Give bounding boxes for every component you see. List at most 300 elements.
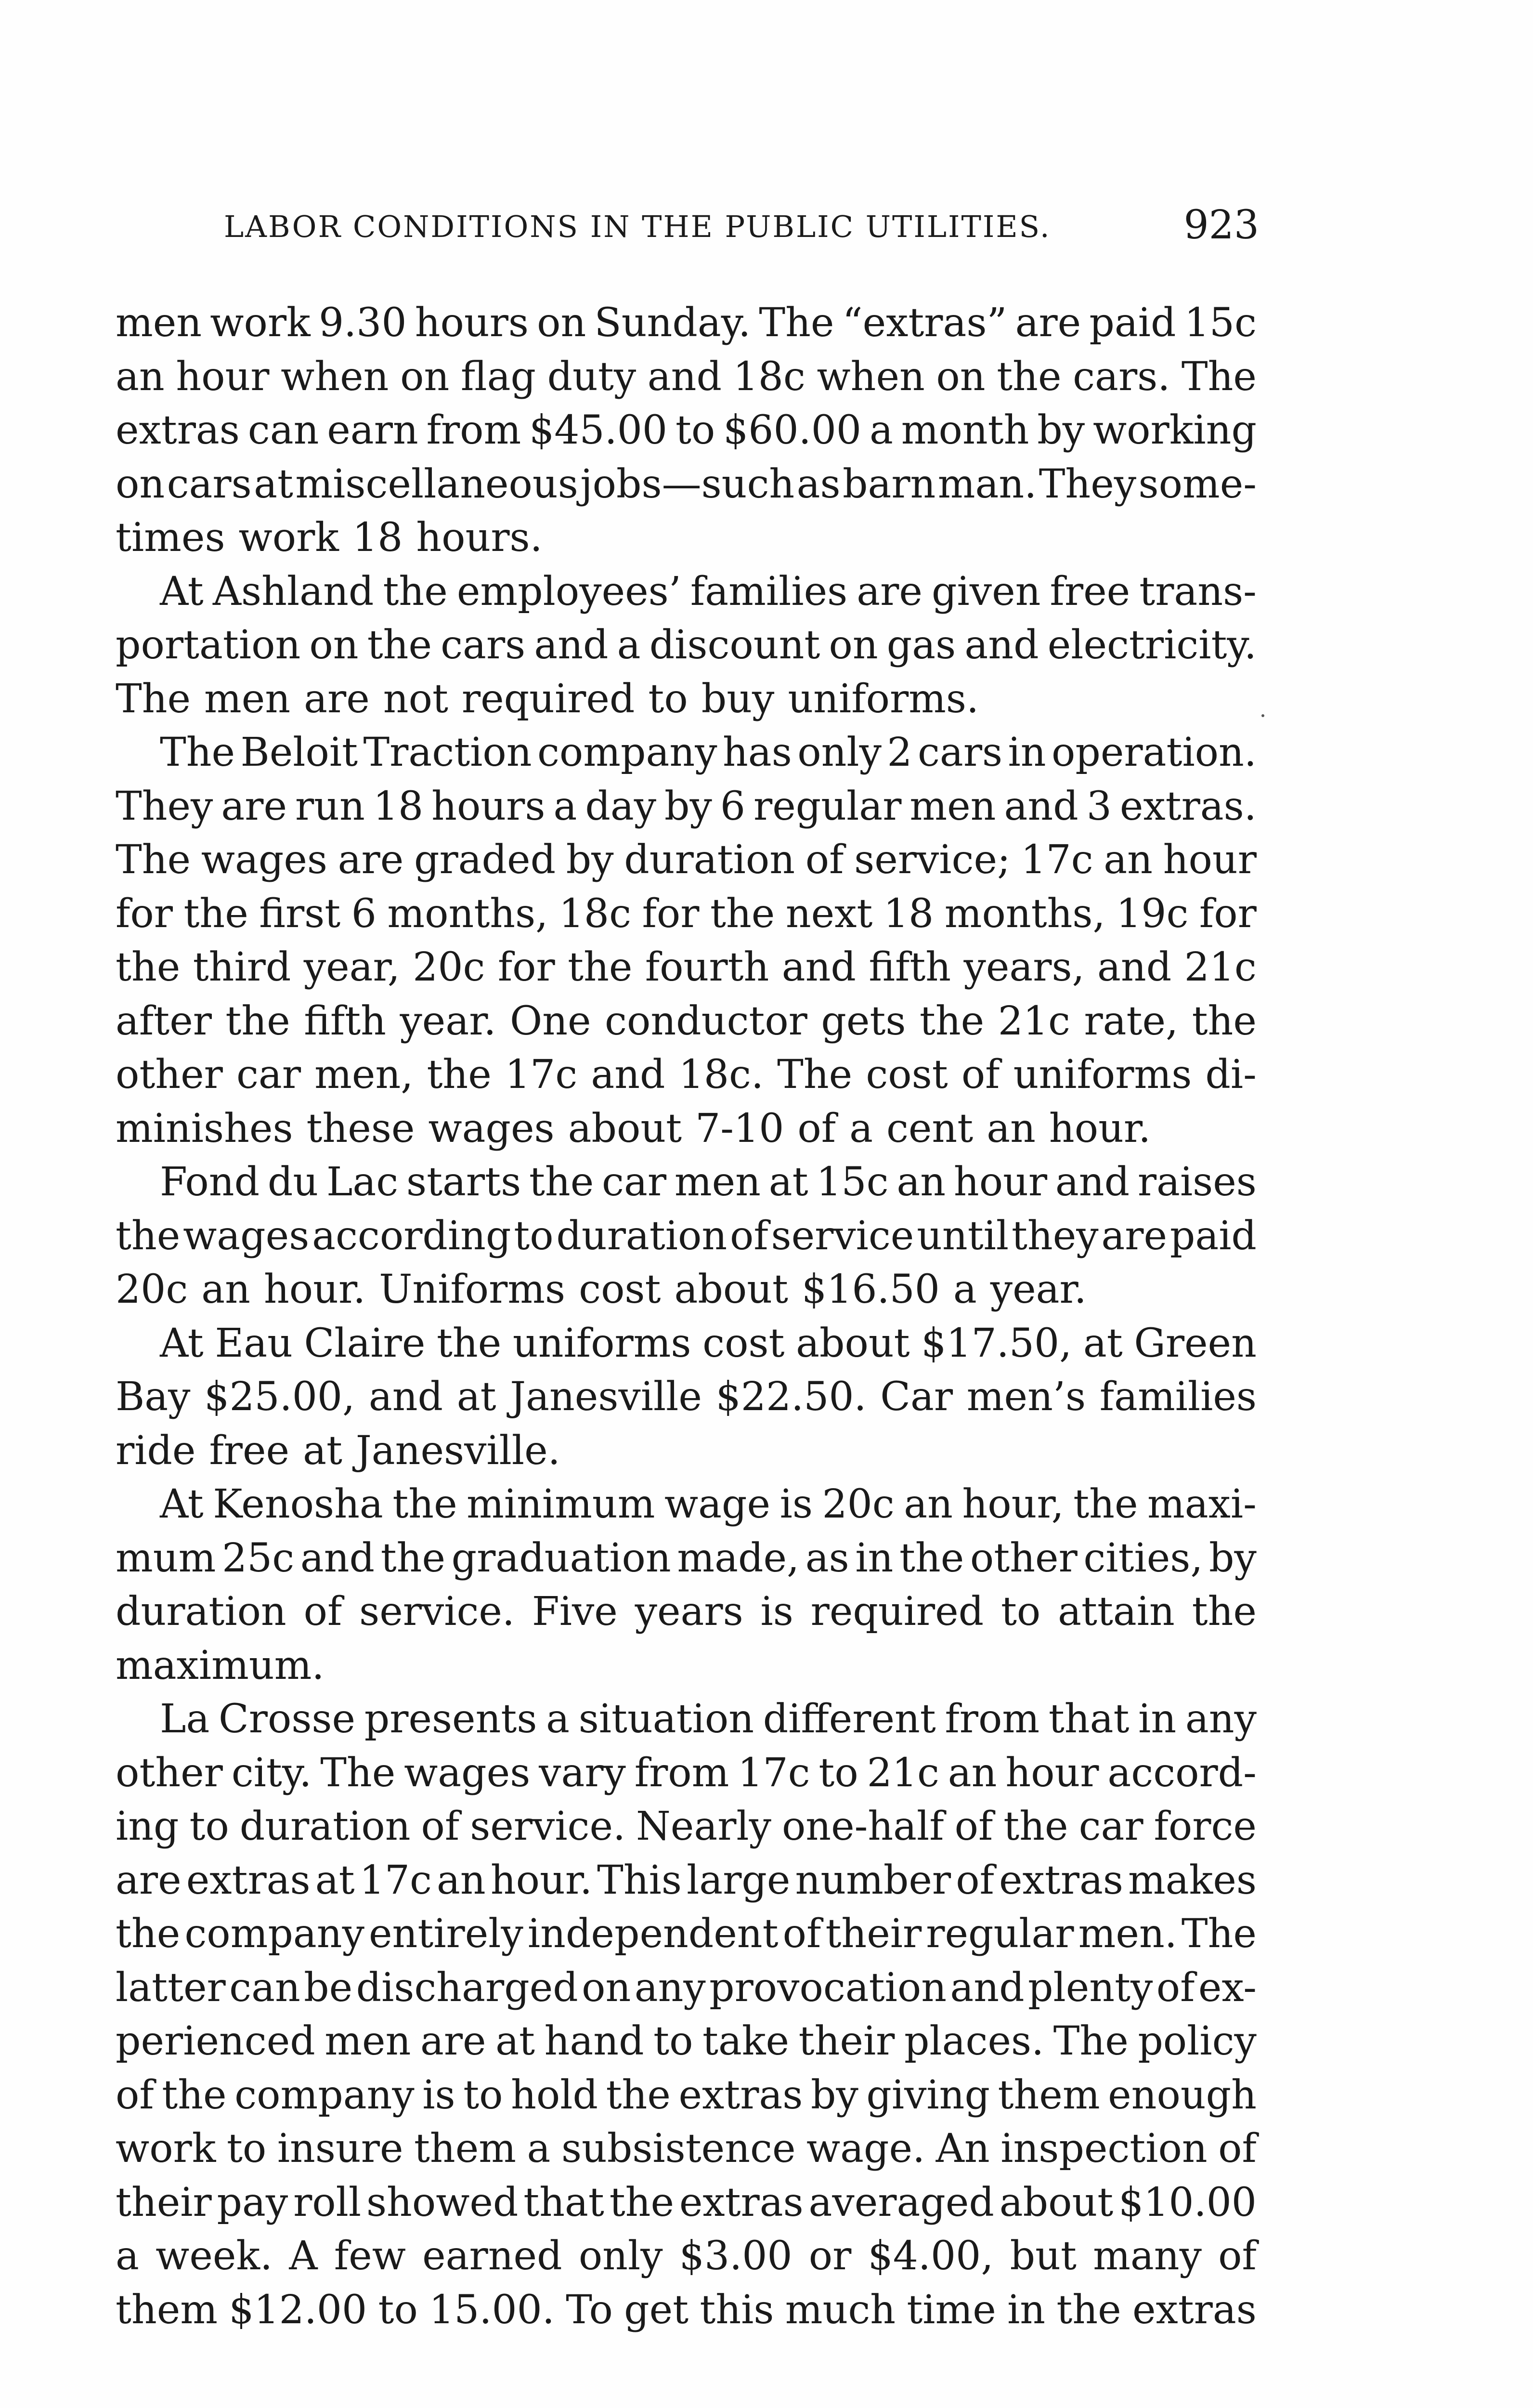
word: Lac	[326, 1159, 399, 1205]
body-text	[116, 296, 1257, 2337]
word: paid	[1089, 300, 1176, 346]
text-line	[116, 2229, 1257, 2283]
word: hour.	[263, 1267, 366, 1312]
word: men	[204, 676, 291, 722]
word: The	[1053, 2018, 1129, 2064]
word: different	[763, 1696, 936, 1742]
text-line	[116, 458, 1257, 511]
text-line	[116, 995, 1257, 1048]
word: their	[825, 1911, 922, 1957]
word: earn	[327, 407, 418, 453]
word: in	[1138, 1696, 1177, 1742]
word: The	[777, 1052, 853, 1098]
word: are	[1015, 300, 1081, 346]
word: their	[798, 2018, 895, 2064]
word: in	[855, 1535, 894, 1581]
word: 21c	[998, 998, 1070, 1044]
text-line	[116, 1263, 1257, 1317]
word: uniforms.	[788, 676, 979, 722]
word: years	[635, 1589, 743, 1635]
word: Car	[880, 1374, 953, 1420]
word: for	[497, 944, 555, 990]
word: the	[997, 353, 1062, 400]
word: a	[849, 1105, 873, 1152]
word: by	[1209, 1535, 1257, 1581]
text-line	[116, 1209, 1257, 1263]
word: Janesville.	[355, 1427, 560, 1474]
word: an	[1104, 837, 1153, 883]
word: cities,	[1083, 1535, 1203, 1581]
word: only	[578, 2233, 663, 2279]
word: be	[304, 1964, 353, 2011]
word: $12.00	[229, 2287, 367, 2333]
word: cars	[441, 622, 526, 668]
word: months,	[944, 890, 1105, 937]
word: The	[1181, 1911, 1257, 1957]
word: 15.00.	[429, 2287, 555, 2333]
word: when	[817, 353, 925, 400]
word: the	[116, 1213, 181, 1259]
word: Ashland	[212, 568, 374, 615]
word: hour	[953, 1159, 1048, 1205]
word: ex-	[1198, 1964, 1257, 2011]
word: raises	[1137, 1159, 1257, 1205]
word: cars	[918, 730, 1003, 775]
word: company	[184, 1911, 364, 1957]
word: di-	[1205, 1052, 1257, 1098]
text-line	[116, 941, 1257, 995]
word: hour.	[1049, 1105, 1151, 1152]
text-line	[116, 1370, 1257, 1424]
word: men	[325, 2018, 411, 2064]
word: is	[760, 1589, 793, 1635]
word: 18c	[559, 890, 632, 937]
word: gets	[821, 998, 906, 1044]
word: Janesville	[510, 1374, 702, 1420]
word: an	[896, 1159, 946, 1205]
word: maxi-	[1147, 1481, 1257, 1527]
word: month	[901, 407, 1029, 453]
word: at	[315, 1857, 355, 1903]
word: barn	[842, 461, 936, 507]
word: operation.	[1052, 730, 1257, 775]
word: duty	[547, 353, 637, 400]
word: at	[303, 1427, 342, 1474]
word: a	[617, 622, 641, 668]
word: 25c	[221, 1535, 295, 1581]
word: flag	[460, 353, 536, 400]
word: $22.50.	[715, 1374, 867, 1420]
word: from	[426, 407, 521, 453]
page-number: 923	[1183, 202, 1259, 248]
word: 17c	[1021, 837, 1093, 883]
word: few	[334, 2233, 406, 2279]
word: hand	[544, 2018, 644, 2064]
word: electricity.	[1047, 622, 1257, 668]
word: They	[116, 783, 213, 829]
word: to	[378, 2287, 418, 2333]
word: cars.	[1073, 353, 1170, 400]
text-line	[116, 887, 1257, 941]
word: on	[936, 353, 986, 400]
word: buy	[701, 676, 775, 722]
word: get	[624, 2287, 689, 2333]
word: the	[609, 2179, 674, 2225]
word: are	[221, 783, 287, 829]
word: the	[436, 1320, 502, 1366]
word: work	[210, 300, 311, 346]
word: At	[160, 1320, 204, 1366]
word: the	[383, 568, 448, 615]
word: force	[1154, 1804, 1257, 1849]
word: duration	[239, 1804, 411, 1849]
word: large	[687, 1857, 791, 1903]
word: at	[1083, 1320, 1123, 1366]
word: Crosse	[219, 1696, 356, 1742]
word: men.	[1078, 1911, 1177, 1957]
word: cost	[702, 1320, 785, 1366]
word: inspection	[1000, 2126, 1208, 2172]
word: of	[956, 1857, 994, 1903]
word: fourth	[645, 944, 769, 990]
word: $10.00	[1118, 2179, 1257, 2225]
word: Traction	[363, 730, 532, 775]
word: 19c	[1116, 890, 1189, 937]
word: for	[1199, 890, 1257, 937]
word: at	[456, 1374, 496, 1420]
word: regular	[926, 1911, 1074, 1957]
word: car	[236, 1052, 301, 1098]
word: attain	[1058, 1589, 1175, 1635]
word: some-	[1138, 461, 1257, 507]
word: men,	[314, 1052, 414, 1098]
word: these	[306, 1105, 415, 1152]
word: cars	[167, 461, 252, 507]
word: enough	[1108, 2072, 1257, 2118]
word: other	[970, 1535, 1078, 1581]
word: free	[209, 1427, 290, 1474]
word: to	[189, 1804, 229, 1849]
word: 20c	[413, 944, 485, 990]
word: of	[954, 1804, 993, 1849]
word: subsistence	[561, 2126, 796, 2172]
word: 18	[352, 515, 403, 561]
word: wages	[201, 837, 327, 883]
word: number	[795, 1857, 951, 1903]
word: Sunday.	[594, 300, 751, 346]
word: ride	[116, 1427, 196, 1474]
word: the	[183, 890, 248, 937]
word: as	[805, 1535, 849, 1581]
word: wages	[428, 1105, 555, 1152]
word: the	[427, 1052, 492, 1098]
word: of	[782, 1911, 821, 1957]
word: uniforms	[1013, 1052, 1192, 1098]
word: the	[380, 1535, 445, 1581]
word: at	[254, 461, 293, 507]
word: hour	[176, 353, 270, 400]
word: that	[523, 2179, 604, 2225]
word: 2	[887, 730, 912, 775]
word: Uniforms	[379, 1267, 566, 1312]
word: to	[818, 1750, 858, 1796]
word: car	[602, 1159, 667, 1205]
word: after	[116, 998, 212, 1044]
text-line	[116, 350, 1257, 404]
word: and	[964, 622, 1039, 668]
word: the	[367, 622, 432, 668]
word: this	[700, 2287, 774, 2333]
word: Nearly	[636, 1804, 771, 1849]
word: an	[948, 1750, 997, 1796]
text-line	[116, 1424, 1257, 1478]
word: of	[1156, 1964, 1195, 2011]
text-line	[116, 1102, 1257, 1156]
word: 15c	[1184, 300, 1257, 346]
word: can	[247, 407, 319, 453]
text-line	[116, 833, 1257, 887]
word: of	[421, 1804, 460, 1849]
word: and	[1055, 1159, 1130, 1205]
word: men	[674, 1159, 761, 1205]
word: perienced	[116, 2018, 315, 2064]
word: situation	[578, 1696, 754, 1742]
word: service	[771, 1213, 914, 1259]
word: conductor	[605, 998, 807, 1044]
text-line	[116, 1800, 1257, 1854]
word: roll	[293, 2179, 362, 2225]
word: At	[160, 568, 204, 615]
word: of	[797, 1105, 836, 1152]
word: hour	[1005, 1750, 1099, 1796]
word: A	[289, 2233, 318, 2279]
word: for	[116, 890, 173, 937]
word: fifth	[304, 998, 386, 1044]
word: an	[201, 1267, 250, 1312]
word: To	[566, 2287, 613, 2333]
text-line	[116, 1907, 1257, 1961]
word: of	[961, 1052, 1000, 1098]
word: hour,	[962, 1481, 1064, 1527]
word: 3	[1086, 783, 1112, 829]
word: car	[1078, 1804, 1143, 1849]
word: hours	[415, 300, 529, 346]
word: are	[420, 2018, 486, 2064]
word: 15c	[816, 1159, 889, 1205]
word: and	[300, 1535, 375, 1581]
word: an	[904, 1481, 953, 1527]
text-line	[116, 511, 1257, 565]
word: that	[1048, 1696, 1130, 1742]
word: a	[953, 1267, 977, 1312]
word: the	[606, 2072, 671, 2118]
word: the	[710, 890, 775, 937]
word: men	[909, 783, 996, 829]
word: fifth	[869, 944, 951, 990]
word: at	[768, 1159, 808, 1205]
word: Five	[532, 1589, 618, 1635]
word: the	[392, 1481, 457, 1527]
word: a	[546, 1696, 570, 1742]
word: 20c	[822, 1481, 895, 1527]
word: and	[591, 1052, 665, 1098]
word: other	[116, 1052, 223, 1098]
word: the	[225, 998, 290, 1044]
text-line	[116, 296, 1257, 350]
text-line	[116, 2068, 1257, 2122]
word: wages	[183, 1213, 310, 1259]
word: on	[829, 622, 878, 668]
word: portation	[116, 622, 301, 668]
word: is	[422, 2072, 455, 2118]
word: $4.00,	[868, 2233, 994, 2279]
word: $3.00	[679, 2233, 792, 2279]
word: du	[267, 1159, 319, 1205]
word: 9.30	[318, 300, 407, 346]
word: pay	[217, 2179, 288, 2225]
word: plenty	[1028, 1964, 1153, 2011]
word: the	[162, 2072, 227, 2118]
text-line	[116, 780, 1257, 834]
word: extras	[678, 2072, 803, 2118]
word: free	[1050, 568, 1130, 615]
word: to	[675, 407, 715, 453]
word: are	[1101, 1213, 1168, 1259]
word: next	[785, 890, 873, 937]
word: their	[116, 2179, 212, 2225]
word: and	[368, 1374, 443, 1420]
word: years,	[963, 944, 1085, 990]
word: they	[1011, 1213, 1099, 1259]
word: hold	[511, 2072, 598, 2118]
word: are	[338, 837, 404, 883]
word: not	[383, 676, 448, 722]
word: as	[796, 461, 841, 507]
word: or	[808, 2233, 852, 2279]
word: Eau	[215, 1320, 293, 1366]
word: ing	[116, 1804, 179, 1849]
word: the	[568, 944, 633, 990]
word: 21c	[1184, 944, 1257, 990]
word: They	[1039, 461, 1137, 507]
word: 18	[883, 890, 934, 937]
text-line	[116, 1317, 1257, 1371]
word: first	[259, 890, 341, 937]
word: of	[729, 1213, 768, 1259]
word: time	[907, 2287, 996, 2333]
word: them	[116, 2287, 218, 2333]
word: miscellaneous	[295, 461, 578, 507]
word: $60.00	[723, 407, 862, 453]
text-line	[116, 1692, 1257, 1746]
paper-speck	[1261, 714, 1264, 717]
word: extras	[116, 407, 240, 453]
word: about	[999, 2179, 1114, 2225]
word: of	[1218, 2126, 1257, 2172]
word: are	[304, 676, 370, 722]
word: by	[664, 783, 712, 829]
word: and	[1097, 944, 1172, 990]
text-line	[116, 1961, 1257, 2015]
word: any	[634, 1964, 706, 2011]
word: 7-10	[695, 1105, 784, 1152]
word: extras	[1132, 2287, 1257, 2333]
word: in	[1007, 2287, 1046, 2333]
word: 18c.	[678, 1052, 764, 1098]
text-line	[116, 726, 1257, 780]
word: other	[116, 1750, 223, 1796]
word: vary	[539, 1750, 626, 1796]
word: for	[642, 890, 700, 937]
word: families	[1099, 1374, 1257, 1420]
word: are	[857, 568, 922, 615]
text-line	[116, 2283, 1257, 2337]
text-line	[116, 1639, 1257, 1693]
word: to	[1000, 1589, 1041, 1635]
word: and	[1004, 783, 1078, 829]
word: The	[759, 300, 834, 346]
word: an	[437, 1857, 486, 1903]
word: The	[160, 730, 235, 775]
word: Beloit	[240, 730, 358, 775]
word: from	[634, 1750, 729, 1796]
word: company	[234, 2072, 415, 2118]
word: the	[1192, 998, 1257, 1044]
word: about	[796, 1320, 910, 1366]
word: 20c	[116, 1267, 188, 1312]
word: an	[116, 353, 165, 400]
word: but	[1010, 2233, 1077, 2279]
word: has	[723, 730, 792, 775]
word: jobs—such	[580, 461, 795, 507]
word: on	[309, 622, 359, 668]
word: discharged	[356, 1964, 578, 2011]
word: year,	[303, 944, 400, 990]
text-line	[116, 1048, 1257, 1102]
word: presents	[364, 1696, 537, 1742]
word: the	[116, 1911, 181, 1957]
word: discount	[649, 622, 820, 668]
word: graded	[414, 837, 556, 883]
word: year.	[990, 1267, 1087, 1312]
word: mum	[116, 1535, 216, 1581]
word: paid	[1169, 1213, 1257, 1259]
word: a	[116, 2233, 139, 2279]
word: 18	[373, 783, 424, 829]
word: the	[899, 1535, 964, 1581]
word: a	[527, 2126, 551, 2172]
word: service.	[470, 1804, 626, 1849]
text-line	[116, 2122, 1257, 2176]
word: by	[1037, 407, 1085, 453]
word: At	[160, 1481, 204, 1527]
word: showed	[366, 2179, 519, 2225]
word: regular	[754, 783, 902, 829]
word: Kenosha	[213, 1481, 383, 1527]
word: many	[1093, 2233, 1202, 2279]
word: 17c	[738, 1750, 810, 1796]
text-line	[116, 618, 1257, 672]
word: “extras”	[842, 300, 1007, 346]
word: the	[529, 1159, 594, 1205]
word: $25.00,	[204, 1374, 355, 1420]
word: men’s	[966, 1374, 1086, 1420]
word: accord-	[1107, 1750, 1257, 1796]
word: service.	[359, 1589, 515, 1635]
word: duration	[556, 1213, 728, 1259]
word: to	[514, 1213, 554, 1259]
word: take	[702, 2018, 790, 2064]
